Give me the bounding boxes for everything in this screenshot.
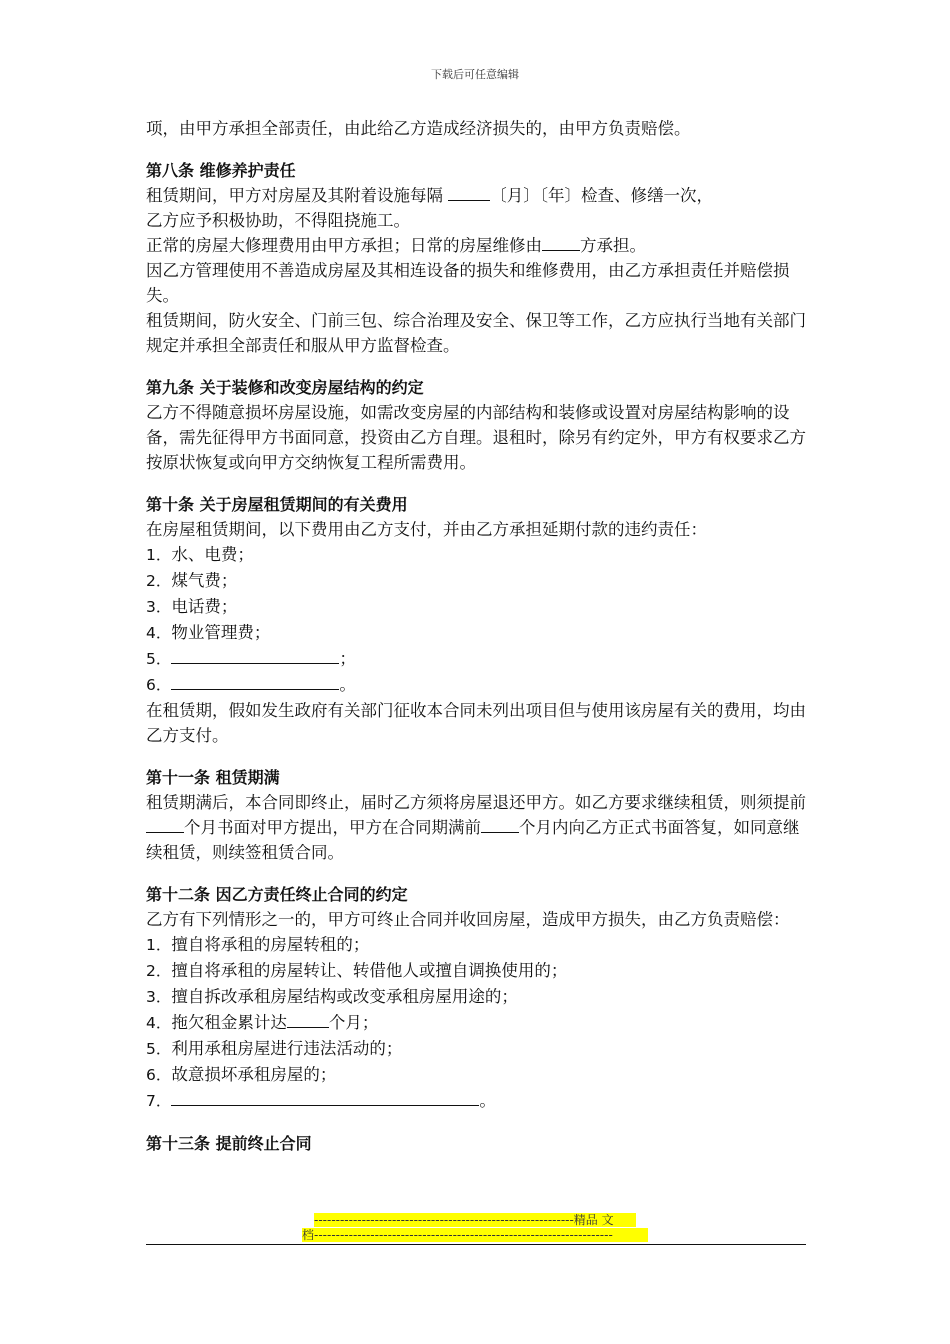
article-12-intro: 乙方有下列情形之一的，甲方可终止合同并收回房屋，造成甲方损失，由乙方负责赔偿： bbox=[146, 910, 790, 929]
intro-paragraph: 项，由甲方承担全部责任，由此给乙方造成经济损失的，由甲方负责赔偿。 bbox=[146, 119, 691, 138]
article-8-title: 第八条 维修养护责任 bbox=[146, 161, 296, 180]
list-item: 6． 。 bbox=[146, 672, 806, 698]
footer-watermark-line-1: ------------------------------------------------------------精品 文 bbox=[314, 1213, 636, 1227]
list-item: 1．擅自将承租的房屋转租的； bbox=[146, 935, 370, 954]
article-11-title: 第十一条 租赁期满 bbox=[146, 768, 280, 787]
list-item: 6．故意损坏承租房屋的； bbox=[146, 1065, 337, 1084]
document-body bbox=[146, 116, 806, 1156]
list-item: 5．利用承租房屋进行违法活动的； bbox=[146, 1039, 403, 1058]
list-item: 4．物业管理费； bbox=[146, 623, 271, 642]
blank-field bbox=[287, 1010, 329, 1028]
list-item: 1．水、电费； bbox=[146, 545, 254, 564]
article-9-paragraph-1: 乙方不得随意损坏房屋设施，如需改变房屋的内部结构和装修或设置对房屋结构影响的设备，需先征得甲方书面同意，投资由乙方自理。退租时，除另有约定外，甲方有权要求乙方按原状恢复或向甲方交纳恢复工程所需费用。 bbox=[146, 403, 806, 472]
blank-field bbox=[171, 672, 339, 690]
list-item: 5． ； bbox=[146, 646, 806, 672]
article-12-title: 第十二条 因乙方责任终止合同的约定 bbox=[146, 885, 408, 904]
blank-field bbox=[171, 1088, 479, 1106]
article-10-intro: 在房屋租赁期间，以下费用由乙方支付，并由乙方承担延期付款的违约责任： bbox=[146, 520, 707, 539]
article-10-outro: 在租赁期，假如发生政府有关部门征收本合同未列出项目但与使用该房屋有关的费用，均由乙方支付。 bbox=[146, 701, 806, 745]
list-item: 2．擅自将承租的房屋转让、转借他人或擅自调换使用的； bbox=[146, 961, 568, 980]
blank-field bbox=[542, 233, 580, 251]
article-8-paragraph-2: 正常的房屋大修理费用由甲方承担；日常的房屋维修由 方承担。 bbox=[146, 233, 806, 258]
blank-field bbox=[448, 183, 490, 201]
list-item: 3．擅自拆改承租房屋结构或改变承租房屋用途的； bbox=[146, 987, 518, 1006]
blank-field bbox=[146, 815, 184, 833]
article-13-title: 第十三条 提前终止合同 bbox=[146, 1134, 312, 1153]
article-10-title: 第十条 关于房屋租赁期间的有关费用 bbox=[146, 495, 408, 514]
blank-field bbox=[481, 815, 519, 833]
article-11-paragraph-1: 租赁期满后，本合同即终止，届时乙方须将房屋退还甲方。如乙方要求继续租赁，则须提前个月书面对甲方提出，甲方在合同期满前 个月内向乙方正式书面答复，如同意继续租赁，则续签租赁合同。 bbox=[146, 793, 806, 862]
list-item: 2．煤气费； bbox=[146, 571, 238, 590]
list-item: 3．电话费； bbox=[146, 597, 238, 616]
article-8-paragraph-3: 因乙方管理使用不善造成房屋及其相连设备的损失和维修费用，由乙方承担责任并赔偿损失。 bbox=[146, 261, 790, 305]
article-8-paragraph-1: 租赁期间，甲方对房屋及其附着设施每隔 〔月〕〔年〕检查、修缮一次， 乙方应予积极协助，不得阻挠施工。 bbox=[146, 183, 806, 233]
page-header: 下载后可任意编辑 bbox=[431, 68, 519, 81]
list-item: 7． 。 bbox=[146, 1088, 806, 1114]
article-9-title: 第九条 关于装修和改变房屋结构的约定 bbox=[146, 378, 424, 397]
list-item: 4．拖欠租金累计达 个月； bbox=[146, 1010, 806, 1036]
footer-rule bbox=[146, 1244, 806, 1245]
article-8-paragraph-4: 租赁期间，防火安全、门前三包、综合治理及安全、保卫等工作，乙方应执行当地有关部门规定并承担全部责任和服从甲方监督检查。 bbox=[146, 311, 806, 355]
footer-watermark-line-2: 档--------------------------------------------------------------------- bbox=[302, 1228, 648, 1242]
blank-field bbox=[171, 646, 339, 664]
